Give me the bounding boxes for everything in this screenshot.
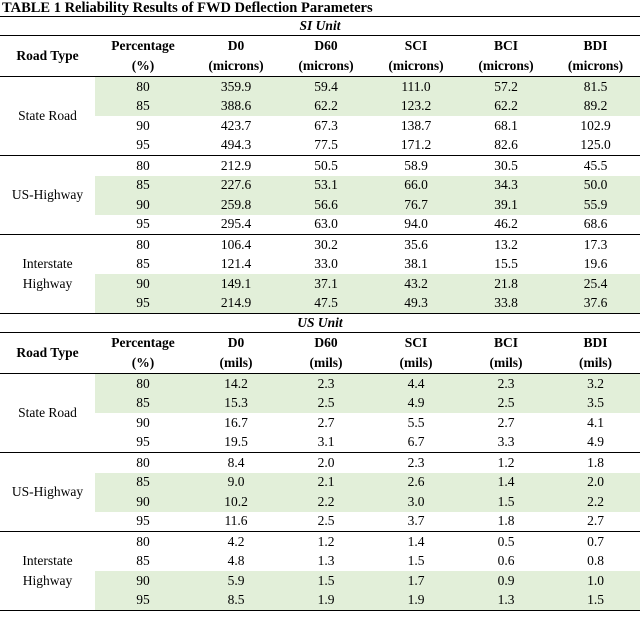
header-percentage: Percentage [111, 335, 175, 350]
cell-bci: 57.2 [461, 77, 551, 97]
road-type-label: US-Highway [11, 484, 84, 499]
cell-bdi: 4.9 [551, 433, 640, 453]
cell-sci: 94.0 [371, 215, 461, 235]
table-caption: TABLE 1 Reliability Results of FWD Deflection Parameters [2, 0, 373, 16]
cell-d60: 63.0 [281, 215, 371, 235]
road-type-cell [0, 235, 95, 314]
cell-sci: 171.2 [371, 136, 461, 156]
cell-bdi: 3.2 [551, 374, 640, 394]
table-row [0, 274, 640, 294]
header-road-type: Road Type [0, 36, 95, 77]
cell-bdi: 55.9 [551, 195, 640, 215]
header-percentage: Percentage [111, 38, 175, 53]
header-d0-unit: (microns) [191, 56, 281, 77]
cell-sci: 38.1 [404, 256, 428, 272]
cell-d0: 10.2 [191, 492, 281, 512]
cell-d60: 50.5 [314, 157, 338, 173]
cell-d60: 59.4 [281, 77, 371, 97]
cell-d60: 1.5 [281, 571, 371, 591]
cell-percentage: 80 [136, 236, 150, 252]
cell-d0: 8.4 [227, 454, 245, 470]
header-d60: D60 [314, 335, 338, 350]
road-type-cell [0, 532, 95, 611]
cell-bci: 0.9 [461, 571, 551, 591]
cell-bci: 1.5 [461, 492, 551, 512]
cell-d0: 14.2 [191, 374, 281, 394]
cell-sci: 49.3 [371, 294, 461, 314]
table-row [0, 176, 640, 196]
table-row [0, 473, 640, 493]
cell-bci: 1.4 [461, 473, 551, 493]
cell-percentage: 85 [95, 394, 191, 414]
table-row [0, 591, 640, 611]
cell-sci: 4.9 [371, 394, 461, 414]
cell-sci: 58.9 [404, 157, 428, 173]
cell-d0: 8.5 [191, 591, 281, 611]
cell-bci: 15.5 [494, 256, 518, 272]
table-row [0, 552, 640, 572]
cell-percentage: 90 [136, 117, 150, 133]
cell-sci: 4.4 [371, 374, 461, 394]
cell-bci: 0.5 [497, 533, 515, 549]
cell-d0: 9.0 [191, 473, 281, 493]
road-type-label: State Road [18, 108, 77, 123]
cell-d0: 212.9 [220, 157, 252, 173]
cell-d60: 2.0 [317, 454, 335, 470]
table-row [0, 97, 640, 117]
table-row [0, 433, 640, 453]
cell-percentage: 95 [95, 591, 191, 611]
table-row [0, 413, 640, 433]
road-type-label: Highway [22, 276, 73, 291]
cell-bdi: 102.9 [580, 117, 611, 133]
header-bdi-unit: (microns) [551, 56, 640, 77]
road-type-label: Interstate [22, 256, 73, 271]
cell-d60: 3.1 [281, 433, 371, 453]
cell-sci: 3.7 [371, 512, 461, 532]
cell-d0: 149.1 [191, 274, 281, 294]
cell-bci: 34.3 [461, 176, 551, 196]
cell-d0: 4.2 [227, 533, 245, 549]
header-bdi-unit: (mils) [551, 353, 640, 374]
table-row [0, 255, 640, 275]
cell-bdi: 0.8 [587, 553, 604, 569]
cell-d0: 11.6 [191, 512, 281, 532]
header-percentage-unit: (%) [95, 353, 191, 374]
cell-bci: 1.2 [497, 454, 515, 470]
unit-label: SI Unit [0, 17, 640, 36]
reliability-table [0, 16, 640, 611]
cell-percentage: 90 [136, 414, 150, 430]
header-sci-unit: (microns) [371, 56, 461, 77]
cell-d60: 1.9 [281, 591, 371, 611]
cell-percentage: 95 [95, 512, 191, 532]
cell-percentage: 80 [95, 374, 191, 394]
cell-sci: 2.3 [407, 454, 425, 470]
cell-d0: 388.6 [191, 97, 281, 117]
cell-sci: 35.6 [404, 236, 428, 252]
cell-sci: 1.4 [407, 533, 425, 549]
header-bdi: BDI [583, 335, 608, 350]
header-d60-unit: (mils) [281, 353, 371, 374]
cell-bci: 1.3 [461, 591, 551, 611]
cell-d0: 15.3 [191, 394, 281, 414]
cell-bdi: 4.1 [587, 414, 604, 430]
cell-sci: 111.0 [371, 77, 461, 97]
cell-d60: 2.7 [317, 414, 335, 430]
header-d0: D0 [227, 38, 245, 53]
cell-d60: 2.5 [281, 394, 371, 414]
header-bci: BCI [493, 38, 518, 53]
table-row [0, 532, 640, 552]
cell-d60: 47.5 [281, 294, 371, 314]
cell-d60: 2.1 [281, 473, 371, 493]
cell-sci: 6.7 [371, 433, 461, 453]
table-row [0, 294, 640, 314]
cell-d60: 33.0 [314, 256, 338, 272]
cell-percentage: 85 [95, 473, 191, 493]
header-row [0, 56, 640, 77]
cell-bci: 62.2 [461, 97, 551, 117]
cell-d0: 4.8 [227, 553, 245, 569]
road-type-label: State Road [18, 405, 77, 420]
cell-sci: 3.0 [371, 492, 461, 512]
header-d60-unit: (microns) [281, 56, 371, 77]
cell-bdi: 89.2 [551, 97, 640, 117]
cell-d0: 494.3 [191, 136, 281, 156]
table-row [0, 512, 640, 532]
cell-bdi: 37.6 [551, 294, 640, 314]
road-type-cell [0, 374, 95, 453]
table-row [0, 136, 640, 156]
cell-bdi: 50.0 [551, 176, 640, 196]
cell-d0: 121.4 [220, 256, 252, 272]
cell-d60: 2.2 [281, 492, 371, 512]
header-d0-unit: (mils) [191, 353, 281, 374]
cell-d60: 1.2 [317, 533, 335, 549]
table-row [0, 235, 640, 255]
cell-d0: 5.9 [191, 571, 281, 591]
cell-sci: 76.7 [371, 195, 461, 215]
cell-d60: 77.5 [281, 136, 371, 156]
cell-bci: 13.2 [494, 236, 518, 252]
road-type-cell [0, 156, 95, 235]
road-type-cell [0, 77, 95, 156]
cell-bdi: 19.6 [583, 256, 608, 272]
cell-bdi: 125.0 [551, 136, 640, 156]
cell-sci: 2.6 [371, 473, 461, 493]
table-row [0, 394, 640, 414]
cell-d0: 227.6 [191, 176, 281, 196]
cell-bci: 2.3 [461, 374, 551, 394]
cell-percentage: 80 [136, 533, 150, 549]
cell-sci: 123.2 [371, 97, 461, 117]
road-type-label: Highway [22, 573, 73, 588]
cell-percentage: 95 [95, 215, 191, 235]
cell-bdi: 25.4 [551, 274, 640, 294]
cell-bdi: 2.2 [551, 492, 640, 512]
cell-d60: 30.2 [314, 236, 338, 252]
cell-d60: 1.3 [317, 553, 335, 569]
cell-bdi: 68.6 [551, 215, 640, 235]
header-sci-unit: (mils) [371, 353, 461, 374]
table-row [0, 215, 640, 235]
cell-d0: 214.9 [191, 294, 281, 314]
cell-bci: 3.3 [461, 433, 551, 453]
cell-sci: 43.2 [371, 274, 461, 294]
cell-d60: 56.6 [281, 195, 371, 215]
table-row [0, 571, 640, 591]
road-type-label: Interstate [22, 553, 73, 568]
cell-bdi: 81.5 [551, 77, 640, 97]
cell-d60: 62.2 [281, 97, 371, 117]
table-row [0, 156, 640, 176]
header-bci-unit: (mils) [461, 353, 551, 374]
cell-percentage: 85 [95, 176, 191, 196]
road-type-label: US-Highway [11, 187, 84, 202]
cell-percentage: 90 [95, 274, 191, 294]
cell-bci: 39.1 [461, 195, 551, 215]
cell-d60: 37.1 [281, 274, 371, 294]
cell-percentage: 90 [95, 492, 191, 512]
table-row [0, 492, 640, 512]
cell-bci: 21.8 [461, 274, 551, 294]
cell-sci: 1.7 [371, 571, 461, 591]
cell-bdi: 1.0 [551, 571, 640, 591]
header-bdi: BDI [583, 38, 608, 53]
cell-bdi: 1.5 [551, 591, 640, 611]
unit-label-row [0, 17, 640, 36]
cell-percentage: 90 [95, 195, 191, 215]
cell-percentage: 80 [95, 77, 191, 97]
cell-percentage: 95 [95, 294, 191, 314]
unit-label: US Unit [0, 314, 640, 333]
cell-bdi: 2.7 [551, 512, 640, 532]
cell-d0: 423.7 [220, 117, 252, 133]
header-percentage-unit: (%) [95, 56, 191, 77]
cell-bci: 0.6 [497, 553, 515, 569]
road-type-cell [0, 453, 95, 532]
cell-percentage: 85 [95, 97, 191, 117]
cell-percentage: 80 [136, 454, 150, 470]
table-row [0, 116, 640, 136]
cell-d0: 106.4 [220, 236, 252, 252]
cell-bci: 68.1 [494, 117, 518, 133]
cell-bci: 1.8 [461, 512, 551, 532]
cell-sci: 1.5 [407, 553, 425, 569]
table-row [0, 195, 640, 215]
cell-percentage: 95 [95, 433, 191, 453]
cell-d0: 259.8 [191, 195, 281, 215]
cell-bci: 33.8 [461, 294, 551, 314]
cell-d60: 53.1 [281, 176, 371, 196]
cell-percentage: 85 [136, 553, 150, 569]
cell-bci: 46.2 [461, 215, 551, 235]
cell-bci: 2.7 [497, 414, 515, 430]
header-bci: BCI [493, 335, 518, 350]
header-sci: SCI [404, 335, 428, 350]
cell-sci: 1.9 [371, 591, 461, 611]
cell-bdi: 2.0 [551, 473, 640, 493]
cell-d0: 295.4 [191, 215, 281, 235]
cell-bci: 82.6 [461, 136, 551, 156]
header-d0: D0 [227, 335, 245, 350]
cell-d0: 359.9 [191, 77, 281, 97]
cell-percentage: 95 [95, 136, 191, 156]
header-row [0, 353, 640, 374]
table-row [0, 374, 640, 394]
cell-percentage: 90 [95, 571, 191, 591]
table-body [0, 17, 640, 611]
cell-bdi: 17.3 [583, 236, 608, 252]
cell-sci: 66.0 [371, 176, 461, 196]
cell-bci: 30.5 [494, 157, 518, 173]
header-bci-unit: (microns) [461, 56, 551, 77]
table-row [0, 77, 640, 97]
cell-d0: 19.5 [191, 433, 281, 453]
unit-label-row [0, 314, 640, 333]
cell-bdi: 45.5 [583, 157, 608, 173]
cell-bci: 2.5 [461, 394, 551, 414]
cell-percentage: 80 [136, 157, 150, 173]
header-row [0, 333, 640, 354]
cell-bdi: 0.7 [587, 533, 604, 549]
header-sci: SCI [404, 38, 428, 53]
cell-bdi: 3.5 [551, 394, 640, 414]
header-road-type: Road Type [0, 333, 95, 374]
cell-d60: 2.5 [281, 512, 371, 532]
cell-sci: 138.7 [400, 117, 432, 133]
cell-sci: 5.5 [407, 414, 425, 430]
cell-d60: 67.3 [314, 117, 338, 133]
table-row [0, 453, 640, 473]
cell-d60: 2.3 [281, 374, 371, 394]
cell-d0: 16.7 [224, 414, 248, 430]
cell-bdi: 1.8 [587, 454, 604, 470]
header-row [0, 36, 640, 57]
header-d60: D60 [314, 38, 338, 53]
cell-percentage: 85 [136, 256, 150, 272]
